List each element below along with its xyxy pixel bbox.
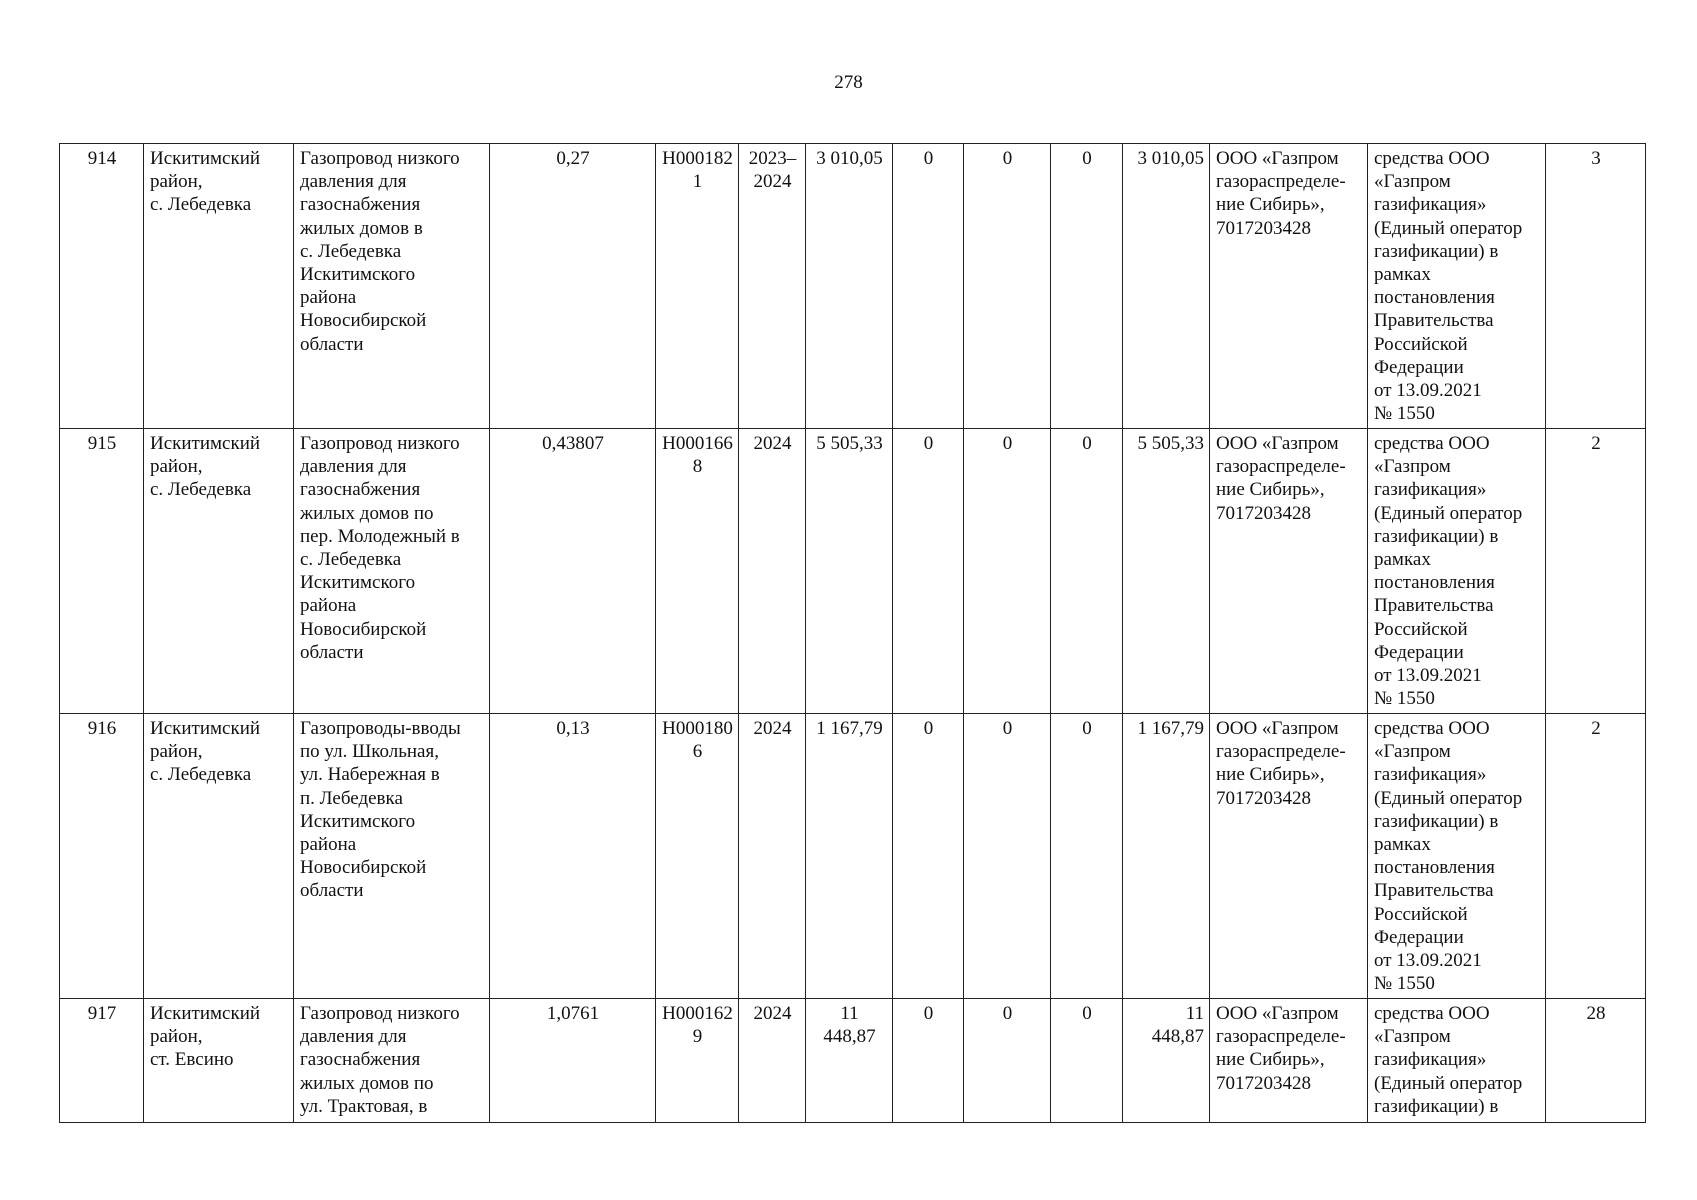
funding-source-line: (Единый оператор [1374,502,1523,524]
funding-source-line: средства ООО [1374,718,1490,739]
value-4: 1 167,79 [1137,718,1204,739]
value-1: 0 [923,148,934,169]
last-value: 2 [1591,718,1601,739]
organization-line: ние Сибирь», [1216,479,1325,501]
value-1-cell [893,144,964,429]
funding-source-line: газификация» [1374,1049,1487,1071]
object-line: Искитимского [300,810,416,832]
funding-source-line: постановления [1374,857,1495,879]
object-line: района [300,595,357,617]
value-2-cell [964,714,1051,999]
organization-cell [1210,714,1368,999]
value-1: 0 [923,433,934,454]
row-number: 917 [87,1003,117,1024]
funding-source-line: Российской [1374,618,1468,640]
object-cell [294,429,490,714]
value-1: 0 [923,1003,934,1024]
funding-source-line: рамках [1374,834,1431,856]
funding-source-cell [1368,999,1546,1123]
table-row [60,144,1646,429]
funding-source-line: средства ООО [1374,433,1490,454]
funding-source-line: рамках [1374,264,1431,286]
location-line: с. Лебедевка [150,194,252,216]
object-line: с. Лебедевка [300,549,402,571]
object-line: с. Лебедевка [300,240,402,262]
object-line: жилых домов в [300,217,423,239]
code-cell [656,714,739,999]
funding-source-line: «Газпром [1374,1026,1451,1048]
funding-source-line: рамках [1374,549,1431,571]
funding-source-line: от 13.09.2021 [1374,950,1482,972]
code-line: Н000166 [662,433,733,454]
code-line: Н000162 [662,1003,733,1024]
funding-source-line: (Единый оператор [1374,217,1523,239]
code-line: Н000180 [662,718,733,739]
total-value: 11 448,87 [823,1003,876,1048]
page-number: 278 [834,72,863,93]
funding-source-line: (Единый оператор [1374,787,1523,809]
table-row [60,429,1646,714]
value-4-cell [1123,714,1210,999]
location-line: район, [150,741,203,763]
value-2: 0 [1002,433,1013,454]
value-2-cell [964,999,1051,1123]
object-line: области [300,641,364,663]
funding-source-cell [1368,714,1546,999]
location-line: Искитимский [150,148,261,169]
value-2: 0 [1002,1003,1013,1024]
object-line: Искитимского [300,572,416,594]
funding-source-line: Российской [1374,333,1468,355]
length-cell [490,144,656,429]
last-value-cell [1546,144,1646,429]
object-line: Новосибирской [300,857,427,879]
organization-line: ние Сибирь», [1216,194,1325,216]
code-line: 1 [692,171,703,193]
value-3-cell [1051,429,1123,714]
funding-source-cell [1368,429,1546,714]
total-cell [806,429,893,714]
location-line: ст. Евсино [150,1049,234,1071]
object-line: давления для [300,1026,407,1048]
object-line: области [300,880,364,902]
organization-line: 7017203428 [1216,1072,1311,1094]
object-line: Новосибирской [300,618,427,640]
object-cell [294,714,490,999]
organization-line: газораспределе- [1216,456,1346,478]
funding-source-line: «Газпром [1374,741,1451,763]
year-cell [739,144,806,429]
value-3-cell [1051,714,1123,999]
total-cell [806,999,893,1123]
location-line: Искитимский [150,1003,261,1024]
code-line: Н000182 [662,148,733,169]
value-4: 5 505,33 [1137,433,1204,454]
code-cell [656,999,739,1123]
value-1-cell [893,714,964,999]
object-line: давления для [300,456,407,478]
object-line: газоснабжения [300,194,421,216]
funding-source-line: газификации) в [1374,240,1499,262]
year-line: 2023– [748,148,797,169]
organization-cell [1210,429,1368,714]
length-value: 0,27 [556,148,590,169]
location-line: район, [150,171,203,193]
funding-source-line: газификации) в [1374,525,1499,547]
year-line: 2024 [753,718,792,739]
object-line: района [300,287,357,309]
value-3: 0 [1082,433,1092,454]
row-number: 914 [87,148,117,169]
location-cell [144,999,294,1123]
location-line: район, [150,456,203,478]
funding-source-line: Федерации [1374,641,1464,663]
organization-line: ООО «Газпром [1216,1003,1339,1024]
organization-line: 7017203428 [1216,502,1311,524]
object-line: давления для [300,171,407,193]
object-line: по ул. Школьная, [300,741,439,763]
funding-source-line: № 1550 [1374,403,1435,425]
year-cell [739,429,806,714]
year-line: 2024 [753,433,792,454]
funding-source-line: газификация» [1374,479,1487,501]
location-line: с. Лебедевка [150,479,252,501]
value-4: 11 448,87 [1151,1003,1204,1048]
funding-source-line: от 13.09.2021 [1374,380,1482,402]
total-cell [806,144,893,429]
object-line: газоснабжения [300,1049,421,1071]
location-line: Искитимский [150,718,261,739]
value-1-cell [893,429,964,714]
funding-source-line: Правительства [1374,310,1494,332]
funding-source-line: Федерации [1374,926,1464,948]
value-2: 0 [1002,718,1013,739]
location-line: район, [150,1026,203,1048]
organization-line: ООО «Газпром [1216,718,1339,739]
year-cell [739,999,806,1123]
row-number-cell [60,429,144,714]
object-line: Искитимского [300,264,416,286]
object-line: ул. Трактовая, в [300,1095,428,1117]
table-row [60,714,1646,999]
total-value: 5 505,33 [816,433,883,454]
object-line: п. Лебедевка [300,787,403,809]
organization-line: 7017203428 [1216,787,1311,809]
year-line: 2024 [753,171,792,193]
funding-source-line: Российской [1374,903,1468,925]
funding-source-line: от 13.09.2021 [1374,665,1482,687]
location-cell [144,429,294,714]
value-3: 0 [1082,718,1092,739]
last-value-cell [1546,429,1646,714]
object-line: района [300,834,357,856]
funding-source-line: постановления [1374,287,1495,309]
funding-source-line: № 1550 [1374,973,1435,995]
object-line: Газопроводы-вводы [300,718,461,739]
funding-source-line: газификации) в [1374,1095,1499,1117]
code-line: 8 [692,456,703,478]
funding-source-line: средства ООО [1374,148,1490,169]
value-3: 0 [1082,1003,1092,1024]
value-2: 0 [1002,148,1013,169]
length-value: 0,13 [556,718,590,739]
organization-line: газораспределе- [1216,1026,1346,1048]
value-1-cell [893,999,964,1123]
length-cell [490,999,656,1123]
value-3-cell [1051,999,1123,1123]
row-number-cell [60,999,144,1123]
value-2-cell [964,429,1051,714]
funding-source-line: «Газпром [1374,171,1451,193]
code-line: 9 [692,1026,703,1048]
last-value-cell [1546,999,1646,1123]
object-line: Новосибирской [300,310,427,332]
funding-source-line: (Единый оператор [1374,1072,1523,1094]
organization-line: газораспределе- [1216,741,1346,763]
organization-line: ние Сибирь», [1216,1049,1325,1071]
last-value: 3 [1591,148,1601,169]
total-value: 1 167,79 [816,718,883,739]
code-line: 6 [692,741,703,763]
location-cell [144,144,294,429]
funding-source-cell [1368,144,1546,429]
last-value: 2 [1591,433,1601,454]
length-value: 1,0761 [546,1003,600,1024]
object-line: Газопровод низкого [300,433,460,454]
funding-source-line: Федерации [1374,356,1464,378]
funding-source-line: газификация» [1374,194,1487,216]
last-value: 28 [1586,1003,1606,1024]
row-number: 916 [87,718,117,739]
organization-line: ние Сибирь», [1216,764,1325,786]
organization-line: 7017203428 [1216,217,1311,239]
location-cell [144,714,294,999]
object-cell [294,999,490,1123]
object-line: области [300,333,364,355]
funding-source-line: газификация» [1374,764,1487,786]
length-cell [490,714,656,999]
object-line: Газопровод низкого [300,148,460,169]
funding-source-line: Правительства [1374,880,1494,902]
object-line: Газопровод низкого [300,1003,460,1024]
length-cell [490,429,656,714]
funding-source-line: Правительства [1374,595,1494,617]
organization-line: газораспределе- [1216,171,1346,193]
funding-source-line: «Газпром [1374,456,1451,478]
year-line: 2024 [753,1003,792,1024]
total-value: 3 010,05 [816,148,883,169]
funding-source-line: газификации) в [1374,810,1499,832]
organization-cell [1210,999,1368,1123]
registry-body [60,144,1646,1123]
value-3-cell [1051,144,1123,429]
organization-line: ООО «Газпром [1216,148,1339,169]
funding-source-line: средства ООО [1374,1003,1490,1024]
total-cell [806,714,893,999]
object-line: пер. Молодежный в [300,525,460,547]
value-1: 0 [923,718,934,739]
row-number-cell [60,144,144,429]
row-number-cell [60,714,144,999]
value-4-cell [1123,999,1210,1123]
object-line: ул. Набережная в [300,764,440,786]
object-line: газоснабжения [300,479,421,501]
value-2-cell [964,144,1051,429]
location-line: Искитимский [150,433,261,454]
object-line: жилых домов по [300,502,434,524]
year-cell [739,714,806,999]
funding-source-line: № 1550 [1374,688,1435,710]
code-cell [656,144,739,429]
value-4-cell [1123,144,1210,429]
object-line: жилых домов по [300,1072,434,1094]
funding-source-line: постановления [1374,572,1495,594]
object-cell [294,144,490,429]
code-cell [656,429,739,714]
last-value-cell [1546,714,1646,999]
table-row [60,999,1646,1123]
row-number: 915 [87,433,117,454]
organization-cell [1210,144,1368,429]
organization-line: ООО «Газпром [1216,433,1339,454]
value-4-cell [1123,429,1210,714]
registry-table [59,143,1646,1123]
length-value: 0,43807 [542,433,604,454]
location-line: с. Лебедевка [150,764,252,786]
value-4: 3 010,05 [1137,148,1204,169]
value-3: 0 [1082,148,1092,169]
